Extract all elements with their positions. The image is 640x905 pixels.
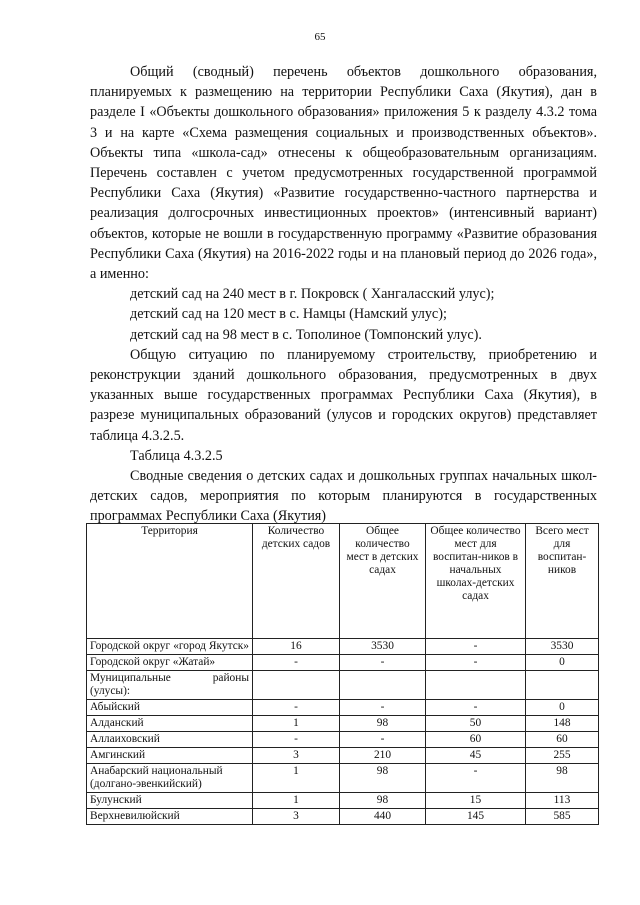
places-cell: - bbox=[340, 732, 426, 748]
total-cell: 148 bbox=[526, 716, 599, 732]
places-cell bbox=[340, 671, 426, 700]
school-places-cell: 15 bbox=[426, 793, 526, 809]
column-header: Всего мест для воспитан-ников bbox=[526, 524, 599, 639]
territory-cell: Городской округ «город Якутск» bbox=[87, 639, 253, 655]
territory-cell: Булунский bbox=[87, 793, 253, 809]
table-header-row bbox=[87, 524, 599, 639]
territory-cell: Алданский bbox=[87, 716, 253, 732]
table-label: Таблица 4.3.2.5 bbox=[130, 447, 223, 464]
school-places-cell bbox=[426, 671, 526, 700]
territory-cell: Верхневилюйский bbox=[87, 809, 253, 825]
places-cell: 210 bbox=[340, 748, 426, 764]
total-cell: 60 bbox=[526, 732, 599, 748]
territory-cell: Аллаиховский bbox=[87, 732, 253, 748]
list-item: детский сад на 120 мест в с. Намцы (Намский улус); bbox=[130, 306, 447, 323]
places-cell: 98 bbox=[340, 716, 426, 732]
kindergartens-cell: 1 bbox=[253, 793, 340, 809]
table-row bbox=[87, 671, 599, 700]
document-body bbox=[90, 62, 597, 527]
kindergartens-cell: 1 bbox=[253, 764, 340, 793]
territory-cell: Муниципальные районы (улусы): bbox=[87, 671, 253, 700]
kindergartens-cell: - bbox=[253, 655, 340, 671]
table-row bbox=[87, 716, 599, 732]
kindergartens-cell: - bbox=[253, 700, 340, 716]
places-cell: - bbox=[340, 700, 426, 716]
school-places-cell: - bbox=[426, 655, 526, 671]
total-cell: 585 bbox=[526, 809, 599, 825]
table-row bbox=[87, 793, 599, 809]
territory-cell: Городской округ «Жатай» bbox=[87, 655, 253, 671]
places-cell: 440 bbox=[340, 809, 426, 825]
total-cell: 255 bbox=[526, 748, 599, 764]
table-row bbox=[87, 700, 599, 716]
places-cell: 98 bbox=[340, 764, 426, 793]
school-places-cell: 60 bbox=[426, 732, 526, 748]
column-header: Общее количество мест для воспитан-ников в начальных школах-детских садах bbox=[426, 524, 526, 639]
table-caption: Сводные сведения о детских садах и дошкольных группах начальных школ-детских садов, мероприятия по которым планируются в государственных программах Республики Саха (Якутия) bbox=[90, 468, 597, 525]
total-cell: 113 bbox=[526, 793, 599, 809]
summary-paragraph: Общую ситуацию по планируемому строительству, приобретению и реконструкции зданий дошкольного образования, предусмотренных в двух указанных выше государственных программах Республики Саха (Якутия), в разрезе муниципальных образований (улусов и городских округов) представляет таблица 4.3.2.5. bbox=[90, 346, 597, 444]
table-row bbox=[87, 639, 599, 655]
table-row bbox=[87, 764, 599, 793]
total-cell: 0 bbox=[526, 700, 599, 716]
territory-cell: Амгинский bbox=[87, 748, 253, 764]
list-item: детский сад на 240 мест в г. Покровск ( Хангаласский улус); bbox=[130, 286, 495, 303]
column-header: Территория bbox=[87, 524, 253, 639]
table-row bbox=[87, 655, 599, 671]
total-cell: 3530 bbox=[526, 639, 599, 655]
school-places-cell: - bbox=[426, 639, 526, 655]
places-cell: - bbox=[340, 655, 426, 671]
kindergartens-cell: 1 bbox=[253, 716, 340, 732]
table-row bbox=[87, 732, 599, 748]
total-cell: 98 bbox=[526, 764, 599, 793]
territory-cell: Анабарский национальный (долгано-эвенкийский) bbox=[87, 764, 253, 793]
intro-paragraph: Общий (сводный) перечень объектов дошкольного образования, планируемых к размещению на территории Республики Саха (Якутия), дан в разделе I «Объекты дошкольного образования» приложения 5 к разделу 4.3.2 тома 3 и на карте «Схема размещения социальных и производственных объектов». Объекты типа «школа-сад» отнесены к общеобразовательным организациям. Перечень составлен с учетом предусмотренных государственной программой Республики Саха (Якутия) «Развитие государственно-частного партнерства и реализация долгосрочных инвестиционных проектов» (интенсивный вариант) объектов, которые не вошли в государственную программу «Развитие образования Республики Саха (Якутия) на 2016-2022 годы и на плановый период до 2026 года», а именно: bbox=[90, 64, 597, 283]
total-cell: 0 bbox=[526, 655, 599, 671]
school-places-cell: - bbox=[426, 700, 526, 716]
kindergartens-cell bbox=[253, 671, 340, 700]
column-header: Количество детских садов bbox=[253, 524, 340, 639]
kindergartens-cell: 3 bbox=[253, 748, 340, 764]
places-cell: 3530 bbox=[340, 639, 426, 655]
kindergartens-cell: - bbox=[253, 732, 340, 748]
school-places-cell: 145 bbox=[426, 809, 526, 825]
kindergartens-cell: 16 bbox=[253, 639, 340, 655]
school-places-cell: 50 bbox=[426, 716, 526, 732]
page-number: 65 bbox=[314, 31, 326, 43]
list-item: детский сад на 98 мест в с. Тополиное (Томпонский улус). bbox=[130, 326, 482, 343]
table-row bbox=[87, 809, 599, 825]
total-cell bbox=[526, 671, 599, 700]
territory-cell: Абыйский bbox=[87, 700, 253, 716]
column-header: Общее количество мест в детских садах bbox=[340, 524, 426, 639]
data-table bbox=[86, 523, 599, 825]
table-row bbox=[87, 748, 599, 764]
kindergartens-cell: 3 bbox=[253, 809, 340, 825]
school-places-cell: 45 bbox=[426, 748, 526, 764]
school-places-cell: - bbox=[426, 764, 526, 793]
places-cell: 98 bbox=[340, 793, 426, 809]
